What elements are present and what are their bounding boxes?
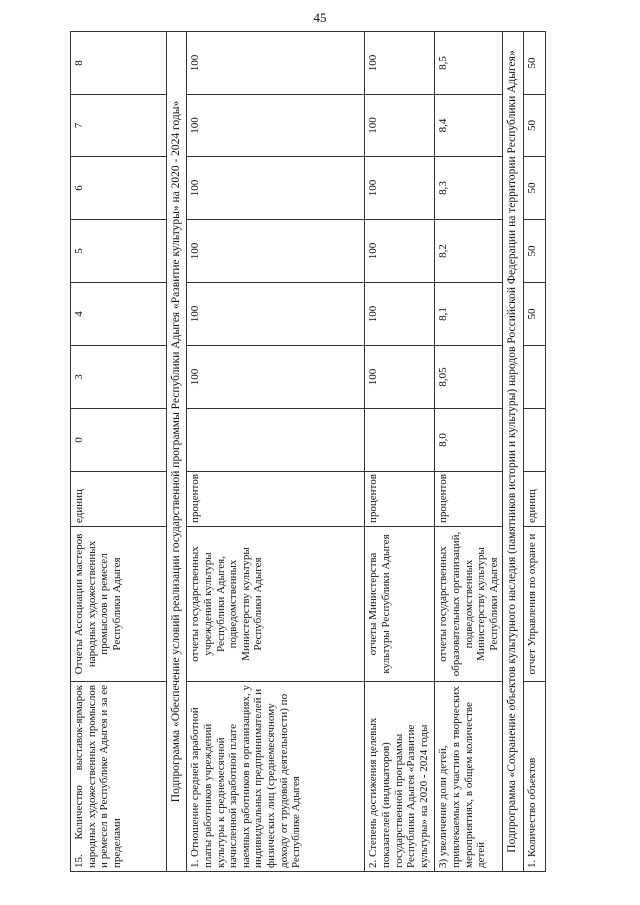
indicator-name: 3) увеличение доли детей, привлекаемых к участию в творческих мероприятиях, в общем количестве детей	[435, 682, 503, 872]
subprogram-header-row	[503, 32, 523, 872]
value-cell	[365, 409, 435, 472]
value-cell: 8,1	[435, 283, 503, 346]
value-cell: 50	[523, 157, 545, 220]
value-cell	[187, 409, 365, 472]
value-cell: 100	[365, 157, 435, 220]
value-cell: 4	[71, 283, 167, 346]
value-cell: 100	[187, 220, 365, 283]
value-cell: 100	[365, 32, 435, 95]
value-cell: 8,3	[435, 157, 503, 220]
table-row	[71, 32, 167, 872]
indicator-name: 15. Количество выставок-ярмарок народных художественных промыслов и ремесел в Республике Адыгея и за ее пределами	[71, 682, 167, 872]
value-cell: 100	[365, 346, 435, 409]
value-cell: 100	[365, 95, 435, 157]
indicator-unit: процентов	[365, 472, 435, 527]
value-cell: 50	[523, 283, 545, 346]
value-cell: 100	[187, 32, 365, 95]
subprogram-title: Подпрограмма «Сохранение объектов культурного наследия (памятников истории и культуры) народов Российской Федерации на территории Республики Адыгея»	[503, 32, 523, 872]
subprogram-header-row	[167, 32, 187, 872]
indicators-table	[70, 31, 546, 872]
indicator-source: отчеты Министерства культуры Республики Адыгея	[365, 527, 435, 682]
value-cell: 5	[71, 220, 167, 283]
indicator-source: отчеты государственных образовательных организаций, подведомственных Министерству культуры Республики Адыгея	[435, 527, 503, 682]
indicator-unit: процентов	[435, 472, 503, 527]
value-cell: 6	[71, 157, 167, 220]
value-cell: 100	[187, 95, 365, 157]
value-cell: 100	[187, 346, 365, 409]
value-cell: 8,05	[435, 346, 503, 409]
value-cell: 100	[365, 220, 435, 283]
value-cell: 50	[523, 220, 545, 283]
indicator-name: 1. Количество объектов	[523, 682, 545, 872]
value-cell: 50	[523, 95, 545, 157]
value-cell: 3	[71, 346, 167, 409]
value-cell: 8,0	[435, 409, 503, 472]
value-cell: 100	[187, 157, 365, 220]
table-row	[187, 32, 365, 872]
indicator-unit: процентов	[187, 472, 365, 527]
value-cell: 8	[71, 32, 167, 95]
value-cell: 8,5	[435, 32, 503, 95]
value-cell: 100	[187, 283, 365, 346]
subprogram-title: Подпрограмма «Обеспечение условий реализации государственной программы Республики Адыгея «Развитие культуры» на 2020 - 2024 годы»	[167, 32, 187, 872]
value-cell: 8,4	[435, 95, 503, 157]
indicator-source: Отчеты Ассоциации мастеров народных художественных промыслов и ремесел Республики Адыгея	[71, 527, 167, 682]
indicator-name: 2. Степень достижения целевых показателей (индикаторов) государственной программы Республики Адыгея «Развитие культуры» на 2020 - 2024 годы	[365, 682, 435, 872]
value-cell: 50	[523, 32, 545, 95]
indicator-source: отчеты государственных учреждений культуры Республики Адыгея, подведомственных Министерству культуры Республики Адыгея	[187, 527, 365, 682]
table-row	[435, 32, 503, 872]
table-row	[523, 32, 545, 872]
indicator-unit: единиц	[523, 472, 545, 527]
page-number: 45	[313, 10, 327, 25]
table-row	[365, 32, 435, 872]
rotated-table-container	[70, 32, 570, 872]
indicator-source: отчет Управления по охране и	[523, 527, 545, 682]
value-cell	[523, 346, 545, 409]
value-cell: 8,2	[435, 220, 503, 283]
indicator-unit: единиц	[71, 472, 167, 527]
indicator-name: 1. Отношение средней заработной платы работников учреждений культуры к среднемесячной начисленной заработной плате наемных работников в организациях, у индивидуальных предпринимателей и физических лиц (среднемесячному доходу от трудовой деятельности) по Республике Адыгея	[187, 682, 365, 872]
value-cell: 100	[365, 283, 435, 346]
value-cell: 0	[71, 409, 167, 472]
value-cell: 7	[71, 95, 167, 157]
value-cell	[523, 409, 545, 472]
